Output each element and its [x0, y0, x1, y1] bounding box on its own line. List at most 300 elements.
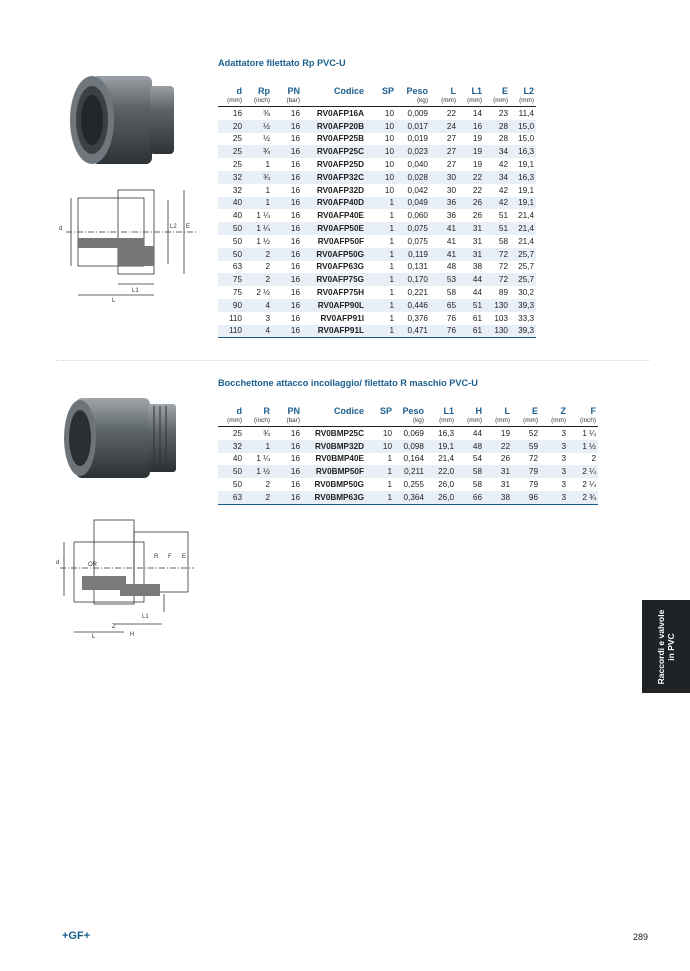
table-cell: 0,471: [396, 325, 430, 338]
table-cell: 16: [272, 299, 302, 312]
table-cell: 42: [498, 185, 508, 195]
table-cell: ½: [244, 120, 272, 133]
column-unit: [302, 417, 366, 427]
table-cell: 44: [472, 288, 482, 298]
diagram1-label-l: L: [112, 298, 116, 304]
table-row: [218, 145, 536, 158]
table-cell: 110: [218, 325, 244, 338]
table-cell: 4: [244, 325, 272, 338]
table-cell: 19: [472, 134, 482, 144]
table-cell: RV0AFP91I: [320, 313, 364, 323]
table-cell: 21,4: [518, 236, 534, 246]
table-cell: 0,211: [394, 465, 426, 478]
table-cell: ¾: [244, 145, 272, 158]
table-cell: 30,2: [518, 288, 534, 298]
table-cell: 0,446: [396, 299, 430, 312]
gf-logo: +GF+: [62, 930, 91, 942]
table-row: [218, 197, 536, 210]
table-cell: 40: [232, 454, 242, 464]
table-cell: 40: [232, 211, 242, 221]
table-cell: 1 ½: [244, 465, 272, 478]
table-cell: 19,1: [518, 185, 534, 195]
table-cell: 41: [430, 248, 458, 261]
table-cell: 61: [458, 325, 484, 338]
table-cell: 0,049: [396, 197, 430, 210]
column-unit: [302, 97, 366, 107]
table-cell: 10: [384, 134, 394, 144]
table-cell: 50: [218, 465, 244, 478]
table-cell: 21,4: [518, 211, 534, 221]
table-row: [218, 273, 536, 286]
table-cell: 16: [272, 325, 302, 338]
table-cell: 15,0: [518, 134, 534, 144]
table-row: [218, 491, 598, 504]
column-unit: (mm): [439, 417, 454, 424]
table-cell: RV0AFP75G: [302, 273, 366, 286]
table-cell: 16: [290, 134, 300, 144]
column-header: SP: [379, 405, 392, 416]
table-cell: 0,017: [396, 120, 430, 133]
table-cell: 19,1: [426, 440, 456, 453]
table-cell: 0,376: [407, 313, 428, 323]
table-cell: 22: [446, 108, 456, 118]
table-cell: 19: [472, 160, 482, 170]
table-row: [218, 133, 536, 146]
table-cell: RV0AFP40E: [317, 211, 364, 221]
table-cell: 36: [430, 197, 458, 210]
table-cell: 16: [272, 440, 302, 453]
table-cell: 42: [498, 160, 508, 170]
table-cell: 25,7: [518, 262, 534, 272]
table-cell: 1: [389, 288, 394, 298]
table-cell: 33,3: [518, 313, 534, 323]
column-header: L1: [471, 85, 482, 96]
column-header: E: [531, 405, 538, 416]
column-unit: (mm): [227, 417, 242, 424]
table-row: [218, 107, 536, 120]
table-row: [218, 440, 598, 453]
table-cell: 0,075: [407, 236, 428, 246]
table-cell: 10: [384, 185, 394, 195]
table-cell: 1: [366, 197, 396, 210]
table-cell: 0,042: [407, 185, 428, 195]
table-cell: 1: [265, 185, 270, 195]
table-cell: 48: [446, 262, 456, 272]
table-cell: 10: [366, 171, 396, 184]
table-cell: 1 ¼: [256, 454, 270, 464]
column-unit: (mm): [493, 97, 508, 104]
table-cell: 1: [366, 222, 396, 235]
table-row: [218, 312, 536, 325]
table-cell: RV0BMP25C: [315, 428, 364, 438]
table-cell: 31: [458, 248, 484, 261]
table-cell: 65: [430, 299, 458, 312]
table-cell: 25: [232, 428, 242, 438]
diagram2-label-l: L: [92, 634, 96, 640]
table-row: [218, 465, 598, 478]
column-header: Z: [560, 405, 566, 416]
table-cell: 1 ½: [256, 236, 270, 246]
table-cell: 72: [498, 262, 508, 272]
table-cell: 1: [244, 197, 272, 210]
table-cell: RV0AFP16A: [316, 108, 364, 118]
table-cell: 41: [430, 222, 458, 235]
column-header: PN: [287, 405, 300, 416]
column-unit: (mm): [467, 97, 482, 104]
table-cell: 40: [218, 197, 244, 210]
table-cell: 16: [458, 120, 484, 133]
table-cell: 22: [458, 171, 484, 184]
table-row: [218, 120, 536, 133]
table-cell: RV0AFP50F: [317, 236, 364, 246]
table-cell: 1 ¼: [244, 222, 272, 235]
side-tab-line2: in PVC: [666, 632, 676, 661]
table-cell: 0,119: [396, 248, 430, 261]
table-row: [218, 427, 598, 440]
table-cell: 3: [561, 454, 566, 464]
diagram1-label-e: E: [186, 224, 191, 230]
table-cell: 75: [218, 273, 244, 286]
table-row: [218, 453, 598, 466]
table-cell: RV0AFP32C: [302, 171, 366, 184]
table-row: [218, 171, 536, 184]
table-cell: 1: [366, 299, 396, 312]
column-unit: (inch): [254, 417, 270, 424]
table-cell: 38: [472, 262, 482, 272]
column-header: L: [504, 405, 510, 416]
table-cell: 2 ¼: [582, 480, 596, 490]
table-cell: 103: [494, 313, 508, 323]
table-cell: RV0AFP50G: [302, 248, 366, 261]
table-cell: 21,4: [438, 454, 454, 464]
table-cell: RV0BMP63G: [302, 491, 366, 504]
table-cell: 10: [366, 440, 394, 453]
table-cell: 2 ¼: [568, 465, 598, 478]
diagram1-label-l2: L2: [170, 224, 177, 230]
table-cell: 16: [272, 222, 302, 235]
table-cell: 1: [366, 325, 396, 338]
table-cell: 63: [232, 262, 242, 272]
table-cell: 32: [218, 440, 244, 453]
diagram1-label-l1: L1: [132, 288, 139, 294]
table-cell: ⅜: [263, 108, 270, 118]
table-cell: 1: [389, 211, 394, 221]
table-cell: 0,075: [396, 222, 430, 235]
table-cell: 0,221: [407, 288, 428, 298]
table-cell: RV0AFP32D: [316, 185, 364, 195]
table-row: [218, 261, 536, 274]
table-cell: 72: [484, 248, 510, 261]
table-cell: RV0AFP25D: [316, 160, 364, 170]
table-cell: 19,1: [518, 160, 534, 170]
threaded-adapter-photo: [62, 70, 180, 170]
column-unit: (mm): [551, 417, 566, 424]
table-cell: RV0AFP90L: [302, 299, 366, 312]
table-cell: 53: [430, 273, 458, 286]
table-cell: 66: [456, 491, 484, 504]
table-cell: 90: [218, 299, 244, 312]
table-row: [218, 158, 536, 171]
table-cell: 41: [446, 236, 456, 246]
column-unit: (bar): [286, 97, 300, 104]
table-cell: 22: [472, 185, 482, 195]
table-cell: 16: [272, 248, 302, 261]
table-cell: 21,4: [510, 222, 536, 235]
column-unit: (mm): [441, 97, 456, 104]
column-unit: (mm): [523, 417, 538, 424]
table-cell: 1 ½: [568, 440, 598, 453]
table-cell: 10: [366, 145, 396, 158]
table-cell: 36: [446, 211, 456, 221]
table-cell: 59: [512, 440, 540, 453]
column-unit: (mm): [519, 97, 534, 104]
table-cell: 42: [484, 197, 510, 210]
table-cell: 10: [384, 108, 394, 118]
table-cell: RV0AFP20B: [302, 120, 366, 133]
table-cell: 1 ¼: [582, 428, 596, 438]
column-unit: (kg): [416, 97, 428, 104]
table-cell: 16: [290, 454, 300, 464]
table-cell: 0,255: [403, 480, 424, 490]
table-cell: RV0BMP50G: [314, 480, 364, 490]
table-cell: 23: [498, 108, 508, 118]
column-unit: [366, 417, 394, 427]
table-cell: 16: [272, 120, 302, 133]
table-cell: 48: [456, 440, 484, 453]
table-row: [218, 478, 598, 491]
diagram2-label-d: d: [56, 560, 60, 566]
table-cell: 16,3: [510, 145, 536, 158]
table-cell: 24: [430, 120, 458, 133]
table-cell: 16: [232, 108, 242, 118]
table-cell: RV0BMP40E: [315, 454, 364, 464]
table-cell: RV0AFP40D: [302, 197, 366, 210]
diagram2-label-or: OR: [88, 562, 97, 568]
table-cell: 63: [218, 491, 244, 504]
diagram2-label-l1: L1: [142, 614, 149, 620]
table-cell: 15,0: [510, 120, 536, 133]
table-cell: 26,0: [438, 480, 454, 490]
table-cell: 27: [446, 134, 456, 144]
table-cell: 22: [484, 440, 512, 453]
table-cell: 1: [387, 454, 392, 464]
table-cell: 26: [500, 454, 510, 464]
table-cell: 16: [272, 197, 302, 210]
table-cell: ¾: [263, 428, 270, 438]
table-cell: 34: [484, 145, 510, 158]
table-cell: 16: [290, 236, 300, 246]
table-row: [218, 299, 536, 312]
table-cell: 16: [290, 211, 300, 221]
table-cell: 0,131: [407, 262, 428, 272]
table-cell: 25: [218, 145, 244, 158]
side-tab-line1: Raccordi e valvole: [656, 609, 666, 684]
column-header: L: [450, 85, 456, 96]
table-cell: 25,7: [510, 248, 536, 261]
table-cell: RV0AFP50E: [302, 222, 366, 235]
table-cell: RV0AFP75H: [316, 288, 364, 298]
table-cell: 58: [498, 236, 508, 246]
table-cell: 19: [500, 428, 510, 438]
table-cell: 32: [218, 171, 244, 184]
table-row: [218, 325, 536, 338]
column-unit: (mm): [495, 417, 510, 424]
table-cell: 16: [290, 288, 300, 298]
table-cell: 22,0: [426, 465, 456, 478]
union-technical-drawing: [54, 512, 204, 642]
column-header: F: [590, 405, 596, 416]
table-cell: 50: [218, 222, 244, 235]
table-cell: 0,170: [396, 273, 430, 286]
table-cell: 3: [540, 465, 568, 478]
table-cell: 72: [484, 273, 510, 286]
page-number: 289: [633, 932, 649, 942]
table-cell: 50: [232, 236, 242, 246]
table-cell: 26,0: [426, 491, 456, 504]
table-cell: 10: [384, 160, 394, 170]
column-header: L2: [523, 85, 534, 96]
diagram2-label-f: F: [168, 554, 172, 560]
table-cell: 79: [528, 480, 538, 490]
table-cell: 25: [232, 134, 242, 144]
table-cell: RV0BMP50F: [302, 465, 366, 478]
table-cell: 28: [498, 134, 508, 144]
table-cell: 30: [446, 185, 456, 195]
table-row: [218, 248, 536, 261]
table-cell: 1: [387, 480, 392, 490]
table-cell: 50: [218, 248, 244, 261]
table-cell: 31: [500, 480, 510, 490]
table-cell: 25: [232, 160, 242, 170]
table-cell: 16: [290, 185, 300, 195]
diagram2-label-r: R: [154, 554, 159, 560]
section-side-tab: [642, 600, 690, 693]
table-cell: 16: [290, 160, 300, 170]
table-cell: 16: [272, 273, 302, 286]
table-cell: 16: [272, 465, 302, 478]
column-header: Rp: [258, 85, 270, 96]
table-cell: 1: [366, 465, 394, 478]
table-cell: 58: [472, 480, 482, 490]
table-cell: ¾: [244, 171, 272, 184]
table-cell: 3: [540, 491, 568, 504]
column-unit: (inch): [254, 97, 270, 104]
column-header: PN: [287, 85, 300, 96]
table-cell: 1: [389, 313, 394, 323]
table-cell: 0,009: [407, 108, 428, 118]
table-cell: 76: [446, 313, 456, 323]
table-cell: 89: [498, 288, 508, 298]
union-fitting-photo: [58, 388, 182, 488]
section2-title: Bocchettone attacco incollaggio/ filettato R maschio PVC-U: [218, 378, 478, 388]
column-unit: (bar): [286, 417, 300, 424]
table-cell: 3: [265, 313, 270, 323]
table-cell: 2: [591, 454, 596, 464]
table-cell: 1: [389, 236, 394, 246]
table-cell: ½: [263, 134, 270, 144]
table-cell: 130: [484, 299, 510, 312]
table-cell: 16: [290, 428, 300, 438]
table-cell: 26: [458, 197, 484, 210]
table-cell: 1: [366, 491, 394, 504]
column-unit: [366, 97, 396, 107]
table-cell: 51: [458, 299, 484, 312]
table-cell: 1: [265, 160, 270, 170]
diagram1-label-d: d: [59, 226, 63, 232]
table-cell: 44: [472, 428, 482, 438]
table-cell: 16,3: [510, 171, 536, 184]
table-cell: 27: [430, 145, 458, 158]
table-cell: 61: [472, 313, 482, 323]
column-header: d: [236, 85, 242, 96]
table-cell: 16: [290, 313, 300, 323]
column-unit: (inch): [580, 417, 596, 424]
table-cell: 1: [366, 273, 396, 286]
column-header: Codice: [333, 85, 364, 96]
table-cell: 0,023: [396, 145, 430, 158]
table-cell: 16: [272, 145, 302, 158]
table-cell: RV0AFP25B: [316, 134, 364, 144]
diagram2-label-z: Z: [112, 624, 116, 630]
table-cell: 16: [290, 262, 300, 272]
table-cell: 16: [290, 480, 300, 490]
table-cell: 2 ½: [256, 288, 270, 298]
table-cell: 0,040: [407, 160, 428, 170]
table-cell: 2: [244, 248, 272, 261]
column-header: L1: [443, 405, 454, 416]
table-cell: 0,060: [407, 211, 428, 221]
table-cell: 2: [244, 273, 272, 286]
table-cell: 50: [232, 480, 242, 490]
table-cell: 2: [265, 262, 270, 272]
column-unit: (mm): [227, 97, 242, 104]
table-cell: 30: [430, 171, 458, 184]
table-cell: RV0BMP32D: [302, 440, 366, 453]
table-cell: 32: [232, 185, 242, 195]
column-header: Peso: [402, 405, 424, 416]
table-bocchettone: [218, 404, 598, 505]
table-adattatore: [218, 84, 536, 338]
table-cell: 130: [484, 325, 510, 338]
table-cell: 31: [472, 236, 482, 246]
table-cell: 0,028: [396, 171, 430, 184]
table-cell: 19: [458, 145, 484, 158]
diagram2-label-h: H: [130, 632, 135, 638]
table-row: [218, 184, 536, 197]
table-cell: 0,164: [403, 454, 424, 464]
table-row: [218, 286, 536, 299]
table-cell: 72: [528, 454, 538, 464]
table-cell: RV0AFP25C: [302, 145, 366, 158]
section-divider: [56, 360, 650, 361]
table-cell: 34: [484, 171, 510, 184]
column-header: H: [475, 405, 482, 416]
table-cell: 11,4: [518, 108, 534, 118]
table-cell: 31: [458, 222, 484, 235]
table-cell: 96: [512, 491, 540, 504]
column-unit: (kg): [412, 417, 424, 424]
table-cell: 2: [265, 480, 270, 490]
column-header: Peso: [406, 85, 428, 96]
table-cell: 39,3: [510, 325, 536, 338]
section1-title: Adattatore filettato Rp PVC-U: [218, 58, 346, 68]
column-header: E: [501, 85, 508, 96]
table-cell: 16: [290, 108, 300, 118]
table-cell: 110: [228, 313, 242, 323]
table-row: [218, 209, 536, 222]
adapter-technical-drawing: [56, 180, 206, 305]
table-cell: 38: [484, 491, 512, 504]
